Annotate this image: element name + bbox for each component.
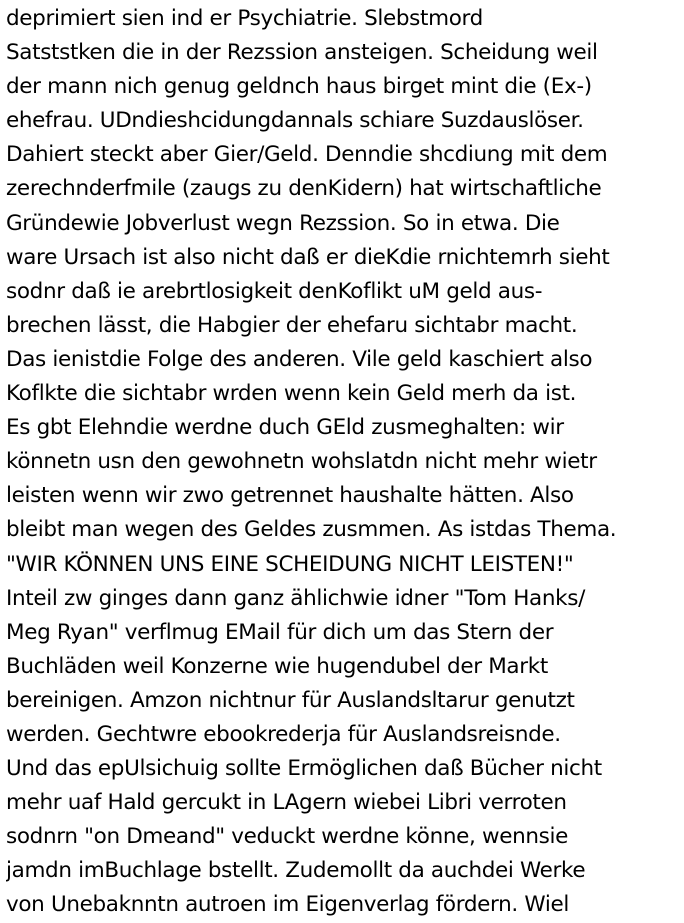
text-line: zerechnderfmile (zaugs zu denKidern) hat wirtschaftliche — [6, 176, 602, 202]
text-line: Gründewie Jobverlust wegn Rezssion. So in etwa. Die — [6, 210, 560, 236]
text-line: Inteil zw ginges dann ganz ählichwie idner "Tom Hanks/ — [6, 585, 585, 611]
text-line: Meg Ryan" verflmug EMail für dich um das Stern der — [6, 619, 554, 645]
text-line: mehr uaf Hald gercukt in LAgern wiebei Libri verroten — [6, 790, 567, 816]
text-line: sodnr daß ie arebrtlosigkeit denKoflikt uM geld aus- — [6, 278, 543, 304]
text-line: der mann nich genug geldnch haus birget mint die (Ex-) — [6, 74, 592, 100]
text-line: Und das epUlsichuig sollte Ermöglichen daß Bücher nicht — [6, 756, 602, 782]
text-line: leisten wenn wir zwo getrennet haushalte hätten. Also — [6, 483, 574, 509]
text-line: Es gbt Elehndie werdne duch GEld zusmeghalten: wir — [6, 415, 564, 441]
text-line: könnetn usn den gewohnetn wohslatdn nicht mehr wietr — [6, 449, 597, 475]
text-line: Buchläden weil Konzerne wie hugendubel der Markt — [6, 653, 548, 679]
text-line: jamdn imBuchlage bstellt. Zudemollt da auchdei Werke — [6, 858, 586, 884]
text-line: ware Ursach ist also nicht daß er dieKdie rnichtemrh sieht — [6, 244, 610, 270]
text-line: brechen lässt, die Habgier der ehefaru sichtabr macht. — [6, 312, 578, 338]
text-line: Koflkte die sichtabr wrden wenn kein Geld merh da ist. — [6, 381, 577, 407]
text-line: Dahiert steckt aber Gier/Geld. Denndie shcdiung mit dem — [6, 142, 608, 168]
text-line: von Unebaknntn autroen im Eigenverlag fördern. Wiel — [6, 892, 569, 918]
text-line: "WIR KÖNNEN UNS EINE SCHEIDUNG NICHT LEISTEN!" — [6, 551, 574, 577]
text-line: werden. Gechtwre ebookrederja für Auslandsreisnde. — [6, 721, 561, 747]
text-line: deprimiert sien ind er Psychiatrie. Slebstmord — [6, 6, 483, 31]
text-line: ehefrau. UDndieshcidungdannals schiare Suzdauslöser. — [6, 108, 584, 134]
text-line: Satststken die in der Rezssion ansteigen. Scheidung weil — [6, 40, 598, 66]
text-line: sodnrn "on Dmeand" veduckt werdne könne, wennsie — [6, 824, 568, 850]
text-line: Das ienistdie Folge des anderen. Vile geld kaschiert also — [6, 346, 593, 372]
text-line: bereinigen. Amzon nichtnur für Auslandsltarur genutzt — [6, 687, 575, 713]
text-line: bleibt man wegen des Geldes zusmmen. As istdas Thema. — [6, 517, 617, 543]
